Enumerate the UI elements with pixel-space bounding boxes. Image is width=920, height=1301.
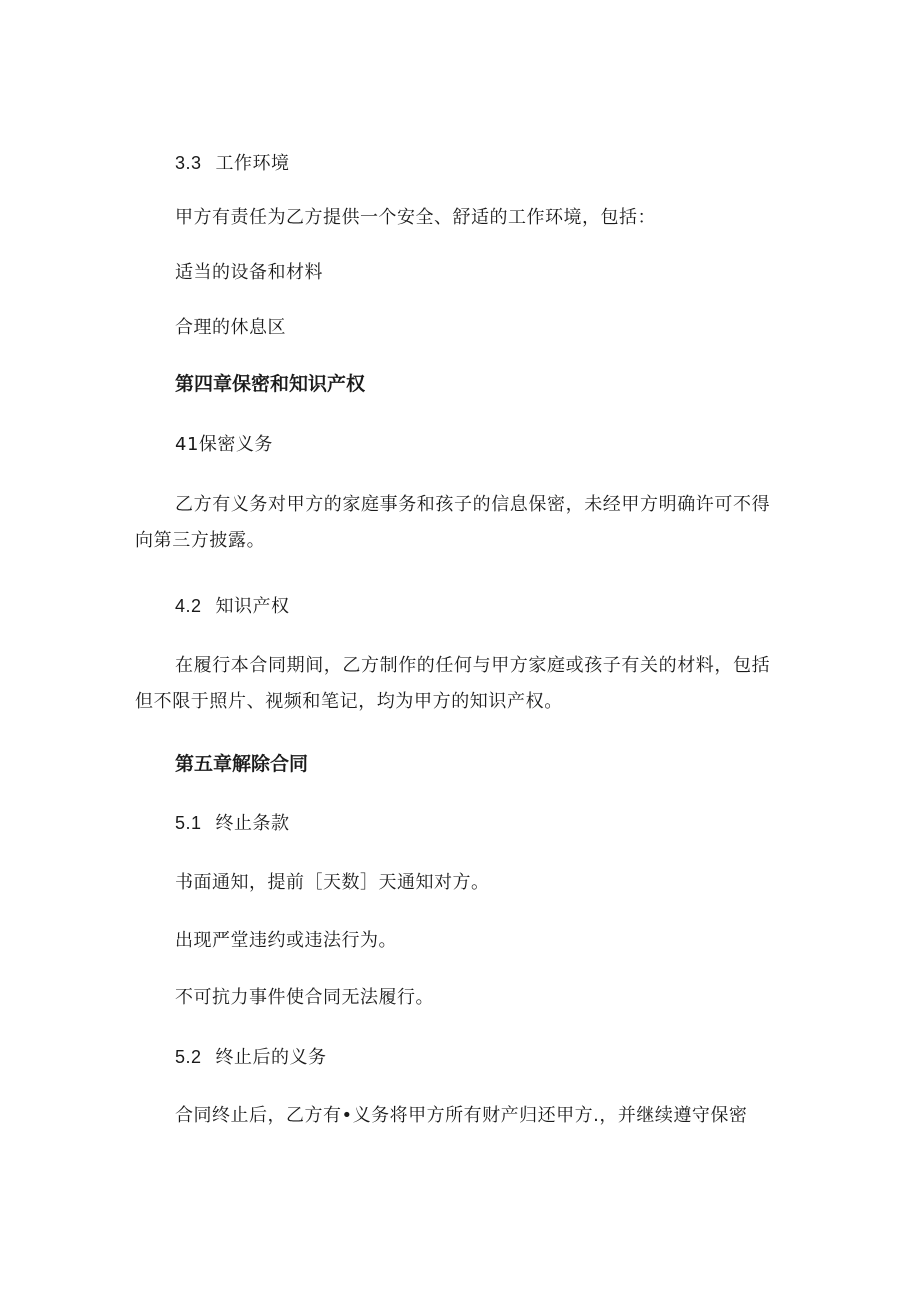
section-title: 知识产权 bbox=[215, 596, 290, 617]
section-4-1-heading: 41保密义务 bbox=[175, 434, 273, 455]
section-number: 3.3 bbox=[175, 153, 202, 173]
section-number: 4.2 bbox=[175, 596, 202, 616]
section-title: 终止后的义务 bbox=[215, 1047, 327, 1068]
chapter-5-title: 第五章解除合同 bbox=[175, 753, 309, 775]
section-number: 5.2 bbox=[175, 1047, 202, 1067]
list-item: 不可抗力事件使合同无法履行。 bbox=[175, 987, 434, 1008]
list-item: 适当的设备和材料 bbox=[175, 262, 323, 283]
section-4-2-paragraph: 在履行本合同期间，乙方制作的任何与甲方家庭或孩子有关的材料，包括但不限于照片、视频和笔记，均为甲方的知识产权。 bbox=[135, 655, 771, 712]
section-title: 终止条款 bbox=[215, 813, 290, 834]
section-number: 5.1 bbox=[175, 813, 202, 833]
section-5-2-heading bbox=[175, 1046, 327, 1069]
chapter-4-title: 第四章保密和知识产权 bbox=[175, 373, 366, 395]
section-3-3-heading bbox=[175, 152, 290, 175]
section-5-2-paragraph: 合同终止后，乙方有•义务将甲方所有财产归还甲方.，并继续遵守保密 bbox=[175, 1105, 748, 1126]
list-item: 合理的休息区 bbox=[175, 317, 286, 338]
section-4-2-heading bbox=[175, 595, 290, 618]
section-4-1-paragraph: 乙方有义务对甲方的家庭事务和孩子的信息保密，未经甲方明确许可不得向第三方披露。 bbox=[135, 494, 771, 551]
list-item: 书面通知，提前［天数］天通知对方。 bbox=[175, 872, 490, 893]
section-title: 工作环境 bbox=[215, 153, 290, 174]
list-item: 出现严堂违约或违法行为。 bbox=[175, 930, 397, 951]
section-3-3-intro: 甲方有责任为乙方提供一个安全、舒适的工作环境，包括： bbox=[175, 207, 656, 228]
section-5-1-heading bbox=[175, 812, 290, 835]
